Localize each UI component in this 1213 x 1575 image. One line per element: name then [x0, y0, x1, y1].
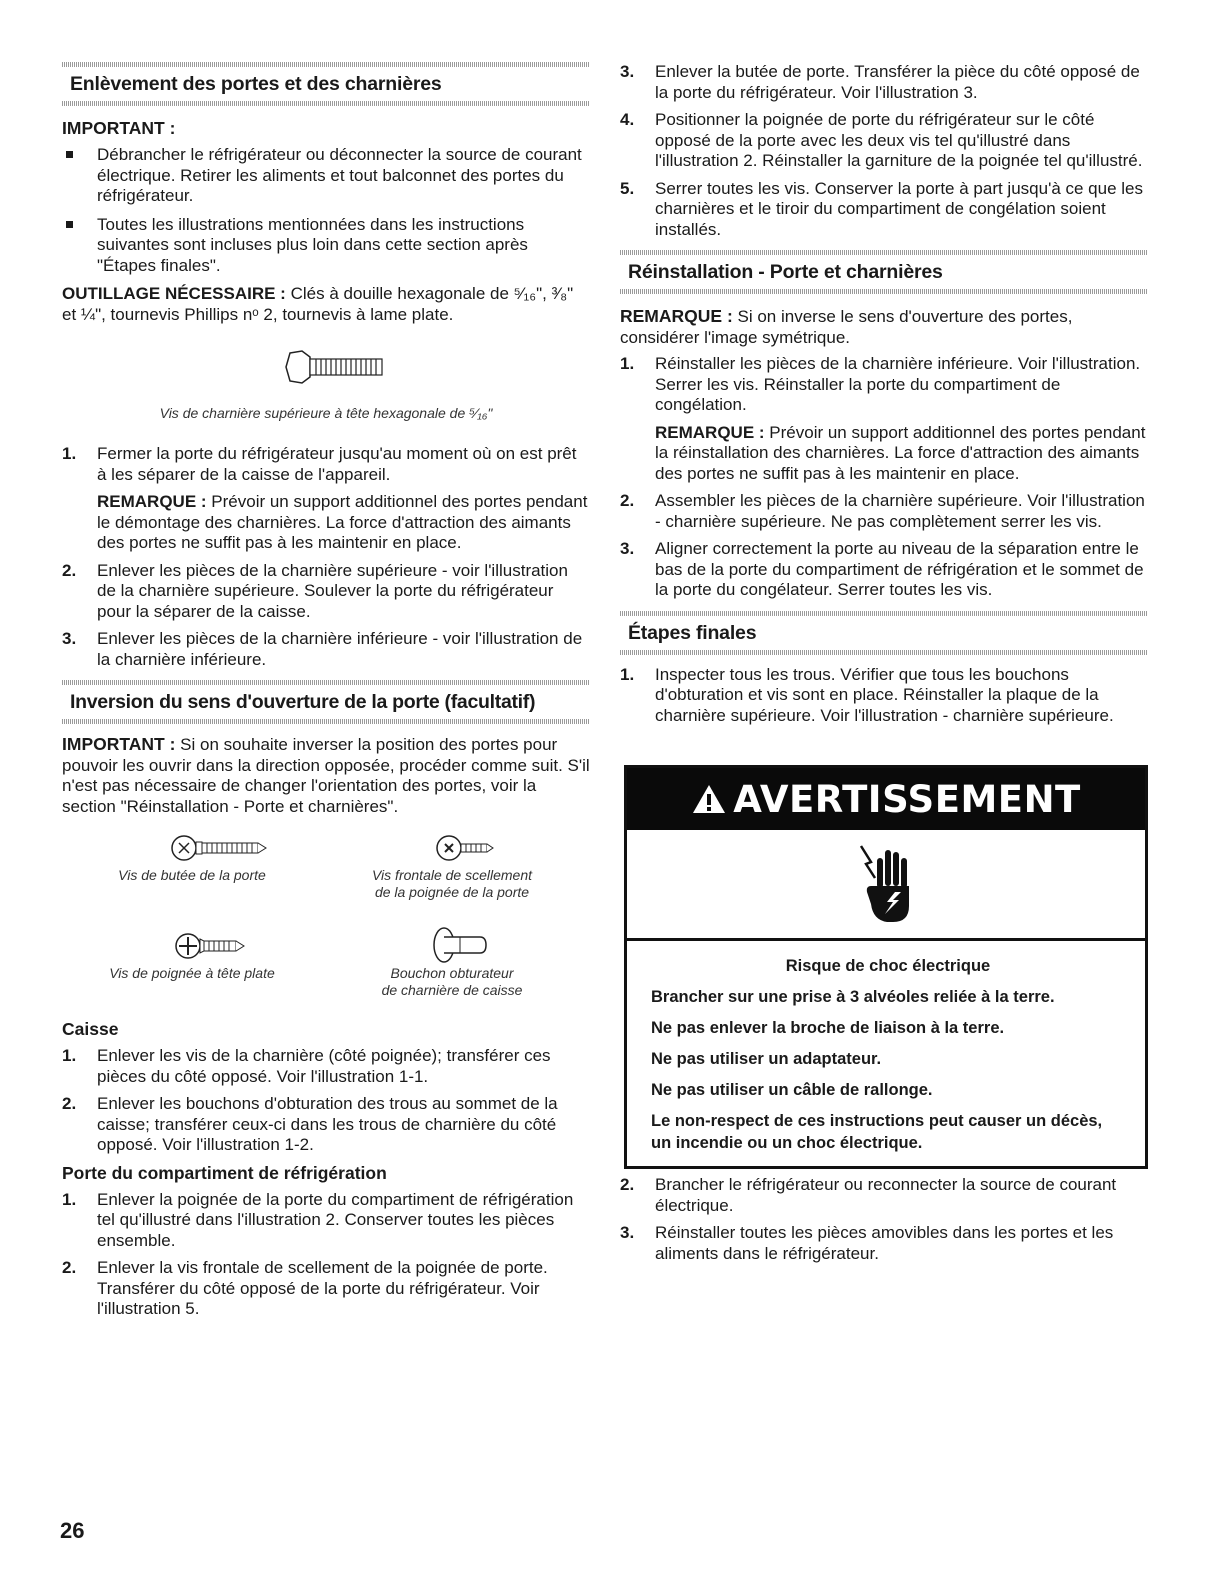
fridge-door-steps: [62, 1190, 590, 1320]
step-text: Enlever les bouchons d'obturation des trous au sommet de la caisse; transférer ceux-ci dans les trous de charnière du côté opposé. Voir l'illustration 1-2.: [97, 1094, 558, 1154]
tools-label: OUTILLAGE NÉCESSAIRE :: [62, 284, 286, 303]
note-label: REMARQUE :: [97, 492, 207, 511]
list-item: [620, 110, 1148, 172]
list-item: [620, 491, 1148, 532]
final-steps-after: [620, 1175, 1148, 1264]
step-text: Positionner la poignée de porte du réfrigérateur sur le côté opposé de la porte avec les deux vis tel qu'illustré dans l'illustration 2. Réinstaller la garniture de la poignée tel qu'illustré.: [655, 110, 1143, 170]
step-number: 1.: [62, 1189, 77, 1209]
step-number: 2.: [62, 1094, 77, 1113]
divider: [620, 611, 1148, 616]
list-item: [62, 629, 590, 670]
warning-box: [624, 765, 1148, 1169]
note-label: REMARQUE :: [620, 306, 733, 326]
important-list: [62, 145, 590, 276]
step-number: 3.: [620, 1223, 635, 1242]
electric-shock-hand-icon: [857, 842, 917, 926]
step-text: Enlever la butée de porte. Transférer la pièce du côté opposé de la porte du réfrigérateur. Voir l'illustration 3.: [655, 62, 1140, 102]
warning-subtitle: Risque de choc électrique: [785, 957, 991, 975]
cabinet-steps: [62, 1046, 590, 1156]
tools-text: Clés à douille hexagonale de ⁵⁄₁₆", ³⁄₈" et ¼", tournevis Phillips nᵒ 2, tournevis à lame plate.: [62, 284, 574, 324]
plug-caption: [352, 965, 552, 999]
divider: [62, 680, 590, 685]
section-title-final: Étapes finales: [628, 621, 757, 644]
step-text: Serrer toutes les vis. Conserver la porte à part jusqu'à ce que les charnières et le tiroir du compartiment de congélation soient installés.: [655, 178, 1143, 239]
list-item: [62, 561, 590, 623]
step-note: [97, 492, 590, 554]
note-text: Si on inverse le sens d'ouverture des portes, considérer l'image symétrique.: [620, 307, 1073, 347]
divider: [62, 101, 590, 106]
step-number: 1.: [620, 354, 635, 373]
final-steps: [620, 665, 1148, 727]
flat-head-screw-icon: [174, 929, 254, 963]
list-item: [62, 1094, 590, 1156]
step-number: 2.: [62, 560, 77, 580]
warning-title: AVERTISSEMENT: [733, 777, 1081, 821]
screw-figures-row-2: [62, 925, 590, 1015]
divider: [620, 250, 1148, 255]
warning-icon-panel: [627, 830, 1145, 941]
step-number: 4.: [620, 110, 635, 129]
warning-line: Ne pas utiliser un adaptateur.: [651, 1050, 882, 1068]
removal-steps: [62, 444, 590, 670]
divider: [62, 719, 590, 724]
caption-line: Bouchon obturateur: [390, 965, 514, 981]
divider: [620, 650, 1148, 655]
divider: [62, 62, 590, 67]
step-number: 2.: [62, 1258, 77, 1277]
step-text: Enlever la vis frontale de scellement de la poignée de porte. Transférer du côté opposé de la porte du réfrigérateur. Voir l'illustration 5.: [97, 1258, 548, 1318]
continued-steps: [620, 62, 1148, 240]
stop-screw-caption: Vis de butée de la porte: [118, 867, 266, 883]
note-text: Prévoir un support additionnel des portes pendant le démontage des charnières. La force d'attraction des aimants des portes ne suffit pas à les maintenir en place.: [97, 492, 588, 552]
reinstall-steps: [620, 354, 1148, 601]
important-label: IMPORTANT :: [62, 118, 176, 138]
step-number: 3.: [62, 629, 77, 648]
step-number: 1.: [62, 1046, 77, 1065]
hex-head-screw-icon: [282, 347, 392, 387]
step-text: Réinstaller les pièces de la charnière inférieure. Voir l'illustration. Serrer les vis. Réinstaller la porte du compartiment de congélation.: [655, 354, 1141, 414]
list-item: [62, 1258, 590, 1320]
step-number: 2.: [620, 491, 635, 510]
section-title-reversal: Inversion du sens d'ouverture de la porte (facultatif): [70, 691, 536, 713]
warning-line: Ne pas enlever la broche de liaison à la terre.: [651, 1019, 1005, 1037]
flat-screw-caption: Vis de poignée à tête plate: [109, 965, 275, 981]
stop-screw-icon: [170, 833, 280, 863]
list-item: [620, 665, 1148, 727]
step-number: 2.: [620, 1175, 635, 1194]
step-text: Enlever la poignée de la porte du compartiment de réfrigération tel qu'illustré dans l'illustration 2. Conserver toutes les pièces ensemble.: [97, 1189, 574, 1250]
step-number: 3.: [620, 539, 635, 558]
list-item: [620, 179, 1148, 241]
list-item: [620, 539, 1148, 601]
front-screw-caption: [332, 867, 572, 901]
warning-header: [627, 768, 1145, 830]
tools-paragraph: [62, 284, 590, 325]
step-text: Inspecter tous les trous. Vérifier que tous les bouchons d'obturation et vis sont en place. Réinstaller la plaque de la charnière supérieure. Voir l'illustration - charnière supérieure.: [655, 664, 1114, 725]
warning-body: [627, 941, 1145, 1166]
step-number: 1.: [620, 664, 635, 684]
warning-line: Le non-respect de ces instructions peut causer un décès, un incendie ou un choc électrique.: [651, 1112, 1103, 1152]
divider: [620, 289, 1148, 294]
step-text: Brancher le réfrigérateur ou reconnecter la source de courant électrique.: [655, 1175, 1117, 1215]
caption-line: Vis frontale de scellement: [371, 867, 533, 883]
page-number: 26: [60, 1518, 85, 1543]
hex-screw-caption: Vis de charnière supérieure à tête hexagonale de ⁵⁄₁₆": [159, 405, 493, 421]
list-item: [620, 1175, 1148, 1216]
list-item: Toutes les illustrations mentionnées dans les instructions suivantes sont incluses plus loin dans cette section après "Étapes finales".: [62, 215, 590, 277]
fridge-door-label: Porte du compartiment de réfrigération: [62, 1162, 387, 1183]
caption-line: de la poignée de la porte: [374, 884, 530, 900]
cabinet-label: Caisse: [62, 1019, 119, 1039]
note-label: REMARQUE :: [655, 422, 765, 442]
step-text: Aligner correctement la porte au niveau de la séparation entre le bas de la porte du compartiment de réfrigération et le sommet de la porte du congélateur. Serrer toutes les vis.: [655, 539, 1144, 599]
section-title-reinstall: Réinstallation - Porte et charnières: [628, 261, 943, 283]
step-text: Enlever les pièces de la charnière inférieure - voir l'illustration de la charnière inférieure.: [97, 629, 583, 669]
caption-line: de charnière de caisse: [381, 982, 523, 998]
list-item: Débrancher le réfrigérateur ou déconnecter la source de courant électrique. Retirer les aliments et tout balconnet des portes du réfrigérateur.: [62, 145, 590, 207]
left-column: [62, 62, 590, 1327]
final-steps-continued: [620, 1175, 1148, 1271]
list-item: [62, 444, 590, 554]
list-item: [62, 1046, 590, 1087]
front-seal-screw-icon: [435, 833, 505, 863]
important-label: IMPORTANT :: [62, 734, 176, 754]
right-column: [620, 62, 1148, 733]
step-text: Fermer la porte du réfrigérateur jusqu'au moment où on est prêt à les séparer de la caisse de l'appareil.: [97, 444, 577, 484]
step-number: 1.: [62, 444, 77, 463]
step-note: [655, 423, 1148, 485]
section-title-removal: Enlèvement des portes et des charnières: [70, 73, 442, 95]
step-text: Réinstaller toutes les pièces amovibles dans les portes et les aliments dans le réfrigérateur.: [655, 1223, 1114, 1263]
warning-triangle-icon: [691, 783, 727, 815]
step-text: Enlever les pièces de la charnière supérieure - voir l'illustration de la charnière supérieure. Soulever la porte du réfrigérateur pour la séparer de la caisse.: [97, 560, 568, 621]
list-item: [620, 62, 1148, 103]
hex-screw-figure: [62, 335, 590, 405]
step-text: Enlever les vis de la charnière (côté poignée); transférer ces pièces du côté opposé. Voir l'illustration 1-1.: [97, 1046, 551, 1086]
important-text: Si on souhaite inverser la position des portes pour pouvoir les ouvrir dans la direction opposée, procéder comme suit. S'il n'est pas nécessaire de changer l'orientation des portes, voir la section "Réinstallation - Porte et charnières".: [62, 735, 590, 816]
warning-line: Brancher sur une prise à 3 alvéoles reliée à la terre.: [651, 988, 1055, 1006]
hinge-plug-icon: [430, 925, 500, 965]
step-text: Assembler les pièces de la charnière supérieure. Voir l'illustration - charnière supérieure. Ne pas complètement serrer les vis.: [655, 491, 1145, 531]
step-number: 3.: [620, 62, 635, 81]
reversal-important-paragraph: [62, 734, 590, 817]
step-number: 5.: [620, 178, 635, 198]
note-text: Prévoir un support additionnel des portes pendant la réinstallation des charnières. La force d'attraction des aimants des portes ne suffit pas à les maintenir en place.: [655, 422, 1146, 483]
list-item: [62, 1190, 590, 1252]
list-item: [620, 354, 1148, 484]
warning-line: Ne pas utiliser un câble de rallonge.: [651, 1081, 933, 1099]
list-item: [620, 1223, 1148, 1264]
screw-figures-row-1: [62, 827, 590, 917]
reinstall-note-paragraph: [620, 306, 1148, 348]
